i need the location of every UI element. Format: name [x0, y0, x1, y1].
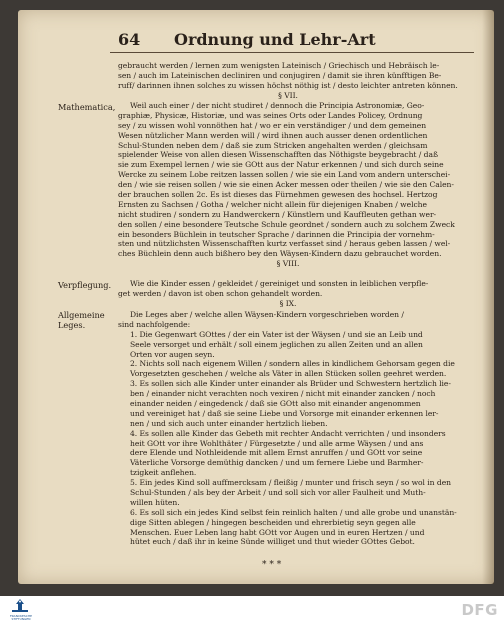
text-line: den sollen / eine besondere Teutsche Schule geordnet / sondern auch zu solchem Zweck: [118, 219, 455, 229]
text-line: sey / zu wissen wohl vonnöthen hat / wo er ein verständiger / und dem gemeinen: [118, 120, 427, 130]
text-line: nen / und sich auch unter einander hertzlich lieben.: [130, 418, 328, 428]
text-line: Wercke zu seinem Lobe reitzen lassen sollen / wie sie ein Land vom andern unterschei-: [118, 170, 451, 180]
text-line: Väterliche Vorsorge demüthig dancken / und um fernere Liebe und Barmher-: [130, 458, 424, 468]
text-line: Wie die Kinder essen / gekleidet / gereiniget und sonsten in leiblichen verpfle-: [130, 279, 429, 288]
page-number: 64: [118, 30, 141, 49]
text-line: Seele versorget und erhält / soll einem jeglichen zu allen Zeiten und an allen: [130, 339, 423, 349]
text-line: get werden / davon ist oben schon gehandelt worden.: [118, 288, 323, 298]
text-block-4: [118, 310, 458, 547]
text-line: Menschen. Euer Leben lang habt GOtt vor Augen und in euren Hertzen / und: [130, 527, 425, 537]
logo-caption: FRANCKESCHE STIFTUNGEN: [9, 614, 33, 622]
text-line: einander neiden / eingedenck / daß sie GOtt also mit einander angenommen: [130, 399, 421, 409]
text-line: Die Leges aber / welche allen Wäysen-Kindern vorgeschrieben worden /: [130, 310, 404, 319]
text-line: den / wie sie reisen sollen / wie sie einen Acker messen oder theilen / wie sie den Calen-: [118, 180, 454, 190]
section-heading: § VII.: [278, 90, 298, 100]
list-item: 4. Es sollen alle Kinder das Gebeth mit rechter Andacht verrichten / und insonders: [130, 428, 446, 438]
margin-note-allgemeine: [58, 310, 105, 330]
text-line: hütet euch / daß ihr in keine Sünde williget und thut wieder GOttes Gebot.: [130, 537, 415, 547]
margin-note-mathematica: Mathematica,: [58, 102, 116, 112]
text-line: Weil auch einer / der nicht studiret / dennoch die Principia Astronomiæ, Geo-: [130, 101, 425, 110]
catchword-stars: * * *: [262, 560, 282, 570]
text-line: ein besonders Büchlein in teutscher Sprache / darinnen die Principia der vornehm-: [118, 229, 435, 239]
margin-note-verpflegung: Verpflegung.: [58, 280, 112, 290]
page-header: [118, 30, 458, 50]
text-line: willen hüten.: [130, 497, 180, 507]
running-title: Ordnung und Lehr-Art: [174, 30, 376, 49]
dfg-logo: DFG: [461, 601, 498, 619]
text-line: ruff/ darinnen ihnen solches zu wissen höchst nöthig ist / desto leichter antreten können.: [118, 80, 458, 90]
text-line: sind nachfolgende:: [118, 319, 191, 329]
text-line: Wesen nützlicher Mann werden will / wird ihnen auch ausser denen ordentlichen: [118, 130, 428, 140]
text-line: sen / auch im Lateinischen decliniren und conjugiren / damit sie ihren künfftigen Be-: [118, 70, 442, 80]
section-heading: § IX.: [279, 298, 297, 308]
text-line: heit GOtt vor ihre Wohlthäter / Fürgesetzte / und alle arme Wäysen / und ans: [130, 438, 424, 448]
section-heading: § VIII.: [276, 259, 300, 269]
page-edge-shadow: [482, 10, 494, 584]
text-block-3: [118, 279, 458, 309]
text-line: graphiæ, Physicæ, Historiæ, und was seines Orts oder Landes Policey, Ordnung: [118, 110, 423, 120]
text-line: Vorgesetzten geschehen / welche als Väter in allen Stücken sollen geehret werden.: [130, 369, 447, 379]
text-line: sten und nützlichsten Wissenschafften kurtz verfasset sind / heraus geben lassen / wel-: [118, 239, 451, 249]
viewer-footer: [0, 596, 504, 626]
list-item: 3. Es sollen sich alle Kinder unter einander als Brüder und Schwestern hertzlich lie-: [130, 379, 451, 389]
margin-note-allgemeine-line1: Allgemeine: [58, 310, 105, 320]
text-line: ches Büchlein denn auch bißhero bey den Wäysen-Kindern dazu gebrauchet worden.: [118, 249, 442, 259]
header-rule: [110, 52, 474, 53]
list-item: 2. Nichts soll nach eigenem Willen / sondern alles in kindlichem Gehorsam gegen die: [130, 359, 455, 369]
text-block-1: [118, 61, 458, 101]
list-item: 1. Die Gegenwart GOttes / der ein Vater ist der Wäysen / und sie an Leib und: [130, 329, 423, 339]
list-item: 6. Es soll sich ein jedes Kind selbst fein reinlich halten / und alle grobe und unanstän-: [130, 507, 457, 517]
text-line: dige Sitten ablegen / hingegen bescheiden und ehrerbietig seyn gegen alle: [130, 517, 416, 527]
text-line: und vereiniget hat / daß sie seine Liebe und Vorsorge mit einander erkennen ler-: [130, 408, 439, 418]
text-line: sie zum Exempel lernen / wie sie GOtt aus der Natur erkennen / und sich durch seine: [118, 160, 444, 170]
text-line: nicht studiren / sondern zu Handwerckern / Künstlern und Kauffleuten gethan wer-: [118, 209, 437, 219]
text-line: der brauchen sollen 2c. Es ist dieses das Fürnehmen gewesen des hochsel. Hertzog: [118, 190, 438, 200]
text-line: spielender Weise von allen diesen Wissenschafften das Nöthigste beygebracht / daß: [118, 150, 438, 160]
text-line: Schul-Stunden neben dem / daß sie zum Stricken angehalten werden / gleichsam: [118, 140, 428, 150]
stiftungen-emblem-icon: [6, 598, 34, 614]
text-line: Schul-Stunden / als bey der Arbeit / und soll sich vor aller Faulheit und Muth-: [130, 488, 426, 498]
text-line: dere Elende und Nothleidende mit allem Ernst anruffen / und GOtt vor seine: [130, 448, 423, 458]
text-line: Orten vor augen seyn.: [130, 349, 215, 359]
text-line: tzigkeit anflehen.: [130, 468, 197, 478]
franckesche-stiftungen-logo: [6, 598, 34, 624]
list-item: 5. Ein jedes Kind soll auffmercksam / fleißig / munter und frisch seyn / so wol in den: [130, 478, 451, 488]
margin-note-allgemeine-line2: Leges.: [58, 320, 86, 330]
text-block-2: [118, 101, 458, 269]
text-line: ben / einander nicht verachten noch vexiren / nicht mit einander zancken / noch: [130, 389, 436, 399]
text-line: Ernsten zu Sachsen / Gotha / welcher nicht allein für diejenigen Knaben / welche: [118, 199, 427, 209]
text-line: gebraucht werden / lernen zum wenigsten Lateinisch / Griechisch und Hebräisch le-: [118, 61, 440, 70]
